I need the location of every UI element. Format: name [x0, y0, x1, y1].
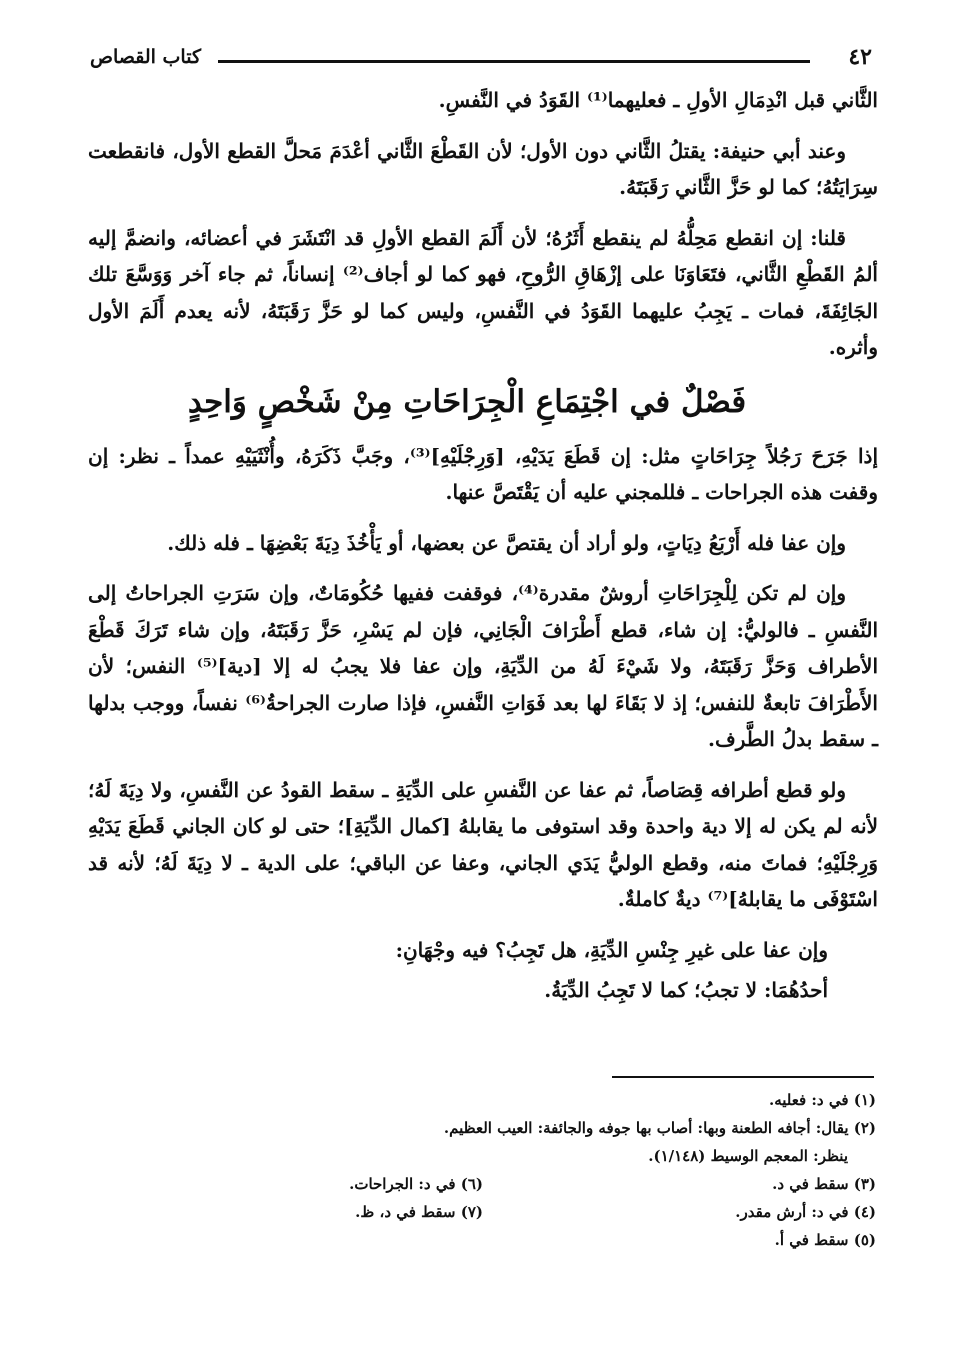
running-title: كتاب القصاص — [90, 46, 201, 68]
paragraph: وإن عفا على غيرِ جِنْسِ الدِّيَةِ، هل تَجِبُ؟ فيه وجْهَانِ: — [395, 937, 828, 962]
footnotes — [90, 1086, 876, 1254]
paragraph: ولو قطع أطرافه قِصَاصاً، ثم عفا عن النَّفسِ على الدِّيَةِ ـ سقط القودُ عن النَّفسِ، ولا دِيَةَ لَهُ؛ لأنه لم يكن له إلا دية واحدة وقد استوفى ما يقابلهُ [كمال الدِّيَةِ]؛ حتى لو كان الجاني قَطَعَ يَدَيْهِ وَرِجْلَيْهِ؛ فماتَ منه، وقطع الوليُّ يَدَي الجاني، وعفا عن الباقي؛ على الدية ـ لا دِيَةَ لَهُ؛ لأنه قد اسْتَوْفَى ما يقابلهُ]⁽⁷⁾ ديةٌ كاملةٌ. — [88, 777, 878, 911]
footnote: (٧) سقط في د، ظ. — [355, 1203, 483, 1221]
footnote-row — [90, 1198, 876, 1226]
paragraph: وإن عفا فله أَرْبَعُ دِيَاتٍ، ولو أراد أن يقتصَّ عن بعضها، أو يَأْخُذَ دِيَةَ بَعْضِهَا ـ فله ذلك. — [167, 530, 846, 555]
section-heading: فَصْلٌ في اجْتِمَاعِ الْجِرَاحَاتِ مِنْ شَخْصٍ وَاحِدٍ — [187, 383, 747, 420]
header-rule — [218, 60, 810, 63]
paragraph: أحدُهُمَا: لا تجبُ؛ كما لا تَجِبُ الدِّيَةُ. — [544, 978, 828, 1002]
footnote-row — [90, 1170, 876, 1198]
footnote: (١) في د: فعليه. — [769, 1091, 876, 1109]
footnote: (٣) سقط في د. — [772, 1175, 876, 1193]
paragraph: قلنا: إن انقطع مَحِلُّهُ لم ينقطع أَثَرُهُ؛ لأن أَلَمَ القطع الأولِ قد انْتَشَرَ في أعضائه، وانضمَّ إليه ألمُ القَطْعِ الثَّاني، فتَعَاوَنَا على إزْهَاقِ الرُّوحِ، فهو كما لو أجاف⁽²⁾ إنساناً، ثم جاء آخر وَوَسَّعَ تلك الجَائِفَةَ، فمات ـ يَجِبُ عليهما القَوَدُ في النَّفسِ، وليس كما لو حَزَّ رَقَبَتَهُ، لأنه يعدم أَلَمَ الأول وأثره. — [88, 225, 878, 359]
page-header — [90, 38, 880, 78]
footnote-separator — [612, 1076, 874, 1078]
footnote: (٥) سقط في أ. — [774, 1231, 876, 1249]
main-text — [88, 82, 878, 1013]
paragraph: وعند أبي حنيفة: يقتلُ الثَّاني دون الأول؛ لأن القَطْعَ الثَّاني أعْدَمَ مَحلَّ القطع الأول، فانقطعت سِرَايَتُهُ؛ كما لو حَزَّ الثَّاني رَقَبَتَهُ. — [88, 138, 878, 199]
footnote: (٦) في د: الجراحات. — [349, 1175, 483, 1193]
paragraph: الثَّاني قبل انْدِمَالِ الأولِ ـ فعليهما⁽¹⁾ القَوَدُ في النَّفسِ. — [438, 88, 878, 112]
footnote-continuation: ينظر: المعجم الوسيط (١/١٤٨). — [648, 1147, 848, 1165]
paragraph: وإن لم تكن لِلْجِرَاحَاتِ أروشٌ مقدرة⁽⁴⁾، فوقفت ففيها حُكُومَاتٌ، وإن سَرَتِ الجراحاتُ إلى النَّفسِ ـ فالوليُّ: إن شاء، قطع أَطْرَافَ الْجَانِي، فإن لم يَسْرِ، حَزَّ رَقَبَتَهُ، وإن شاء تَرَكَ قَطْعَ الأطراف وَحَزَّ رَقَبَتَهُ، ولا شَيْءَ لَهُ من الدِّيَةِ، وإن عفا فلا يجبُ له إلا [دية]⁽⁵⁾ النفس؛ لأن الأَطْرَافَ تابعةٌ للنفس؛ إذ لا بَقَاءَ لها بعد فَوَاتِ النَّفسِ، فإذا صارت الجراحةُ⁽⁶⁾ نفساً، ووجب بدلها ـ سقط بدلُ الطَّرف. — [88, 581, 879, 751]
footnote: (٢) يقال: أجافه الطعنة وبها: أصاب بها جوفه والجائفة: العيب العظيم. — [443, 1119, 876, 1137]
paragraph: إذا جَرَحَ رَجُلاً جِرَاحَاتٍ مثل: إن قَطَعَ يَدَيْهِ، [وَرِجْلَيْهِ]⁽³⁾، وجَبَّ ذَكَرَهُ، وأُنْثَيَيْهِ عمداً ـ نظر: إن وقفت هذه الجراحات ـ فللمجني عليه أن يَقْتَصَّ عنها. — [88, 443, 879, 504]
footnote: (٤) في د: أرش مقدر. — [735, 1203, 876, 1221]
page-number: ٤٢ — [848, 44, 872, 70]
